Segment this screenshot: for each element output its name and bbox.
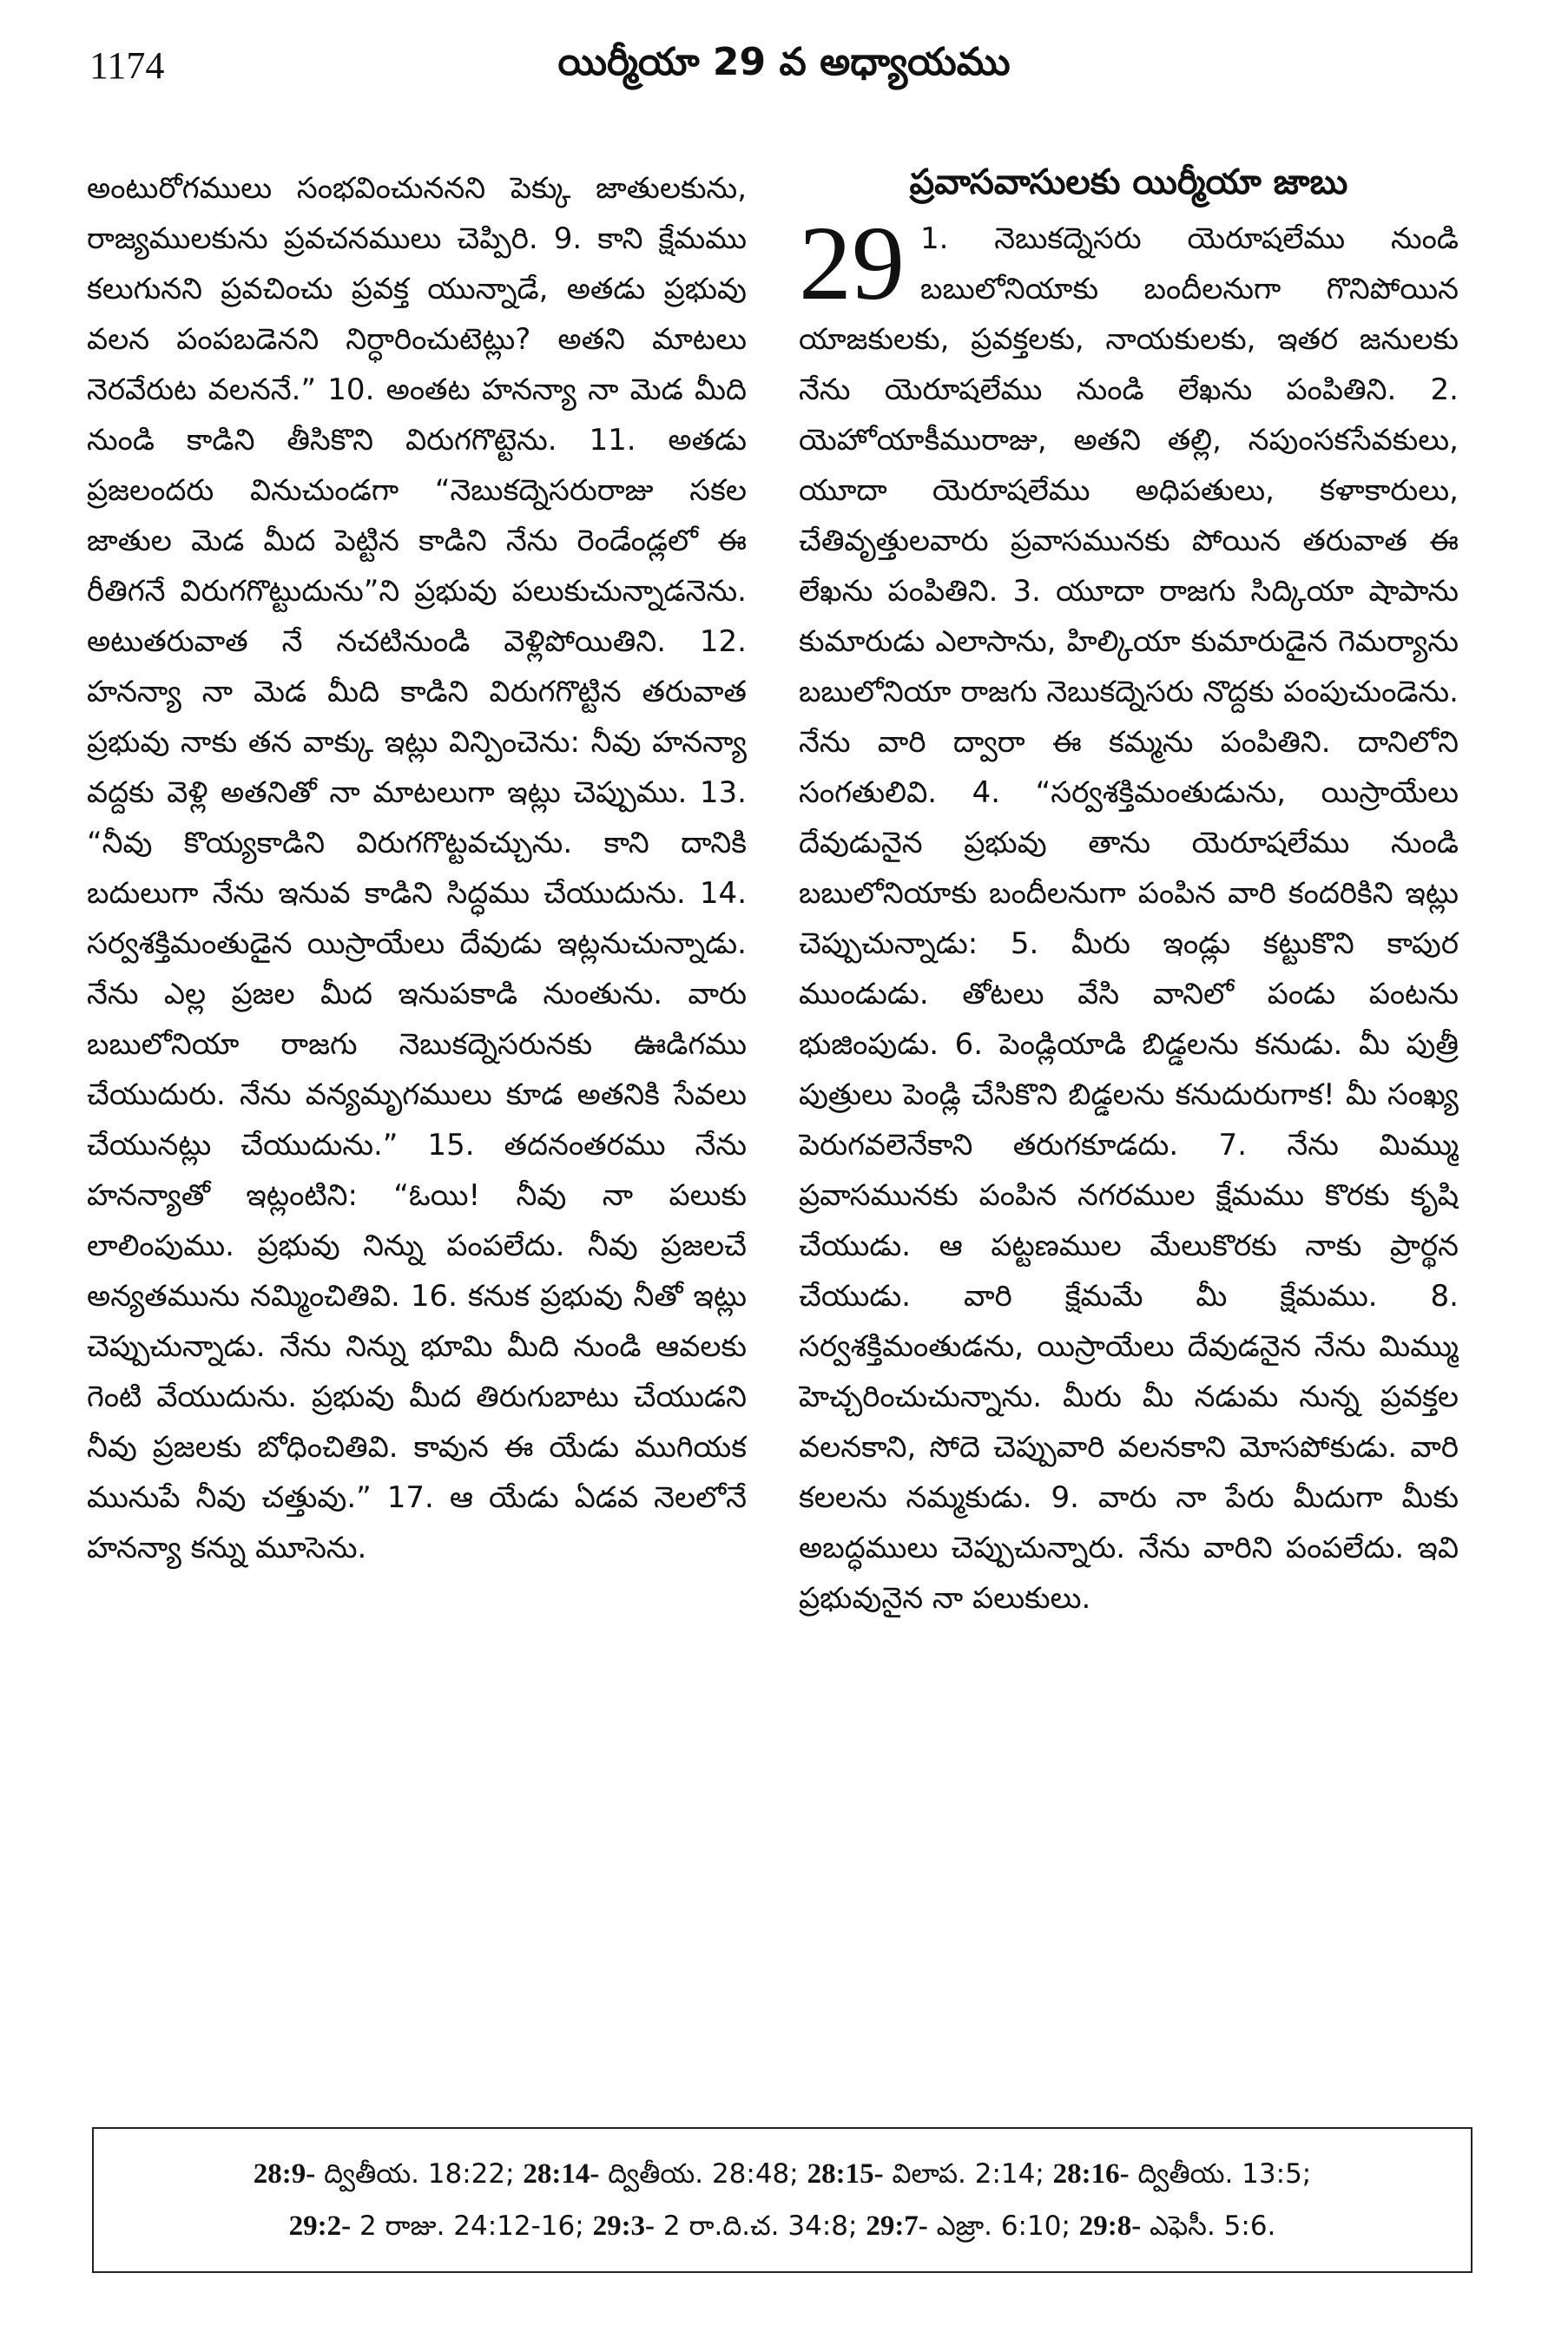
right-column-text: 1. నెబుకద్నెసరు యెరూషలేము నుండి బబులోనియాకు బందీలనుగా గొనిపోయిన యాజకులకు, ప్రవక్తలకు, నాయకులకు, ఇతర జనులకు నేను యెరూషలేము నుండి లేఖను పంపితిని. 2. యెహోయాకీమురాజు, అతని తల్లి, నపుంసకసేవకులు, యూదా యెరూషలేము అధిపతులు, కళాకారులు, చేతివృత్తులవారు ప్రవాసమునకు పోయిన తరువాత ఈ లేఖను పంపితిని. 3. యూదా రాజగు సిద్కియా షాపాను కుమారుడు ఎలాసాను, హిల్కియా కుమారుడైన గెమర్యాను బబులోనియా రాజగు నెబుకద్నెసరు నొద్దకు పంపుచుండెను. నేను వారి ద్వారా ఈ కమ్మను పంపితిని. దానిలోని సంగతులివి. 4. “సర్వశక్తిమంతుడును, యిస్రాయేలు దేవుడునైన ప్రభువు తాను యెరూషలేము నుండి బబులోనియాకు బందీలనుగా పంపిన వారి కందరికిని ఇట్లు చెప్పుచున్నాడు: 5. మీరు ఇండ్లు కట్టుకొని కాపుర ముండుడు. తోటలు వేసి వానిలో పండు పంటను భుజింపుడు. 6. పెండ్లియాడి బిడ్డలను కనుడు. మీ పుత్రీ పుత్రులు పెండ్లి చేసికొని బిడ్డలను కనుదురుగాక! మీ సంఖ్య పెరుగవలెనేకాని తరుగకూడదు. 7. నేను మిమ్ము ప్రవాసమునకు పంపిన నగరముల క్షేమము కొరకు కృషి చేయుడు. ఆ పట్టణముల మేలుకొరకు నాకు ప్రార్థన చేయుడు. వారి క్షేమమే మీ క్షేమము. 8. సర్వశక్తిమంతుడను, యిస్రాయేలు దేవుడనైన నేను మిమ్ము హెచ్చరించుచున్నాను. మీరు మీ నడుమ నున్న ప్రవక్తల వలనకాని, సోదె చెప్పువారి వలనకాని మోసపోకుడు. వారి కలలను నమ్మకుడు. 9. వారు నా పేరు మీదుగా మీకు అబద్ధములు చెప్పుచున్నారు. నేను వారిని పంపలేదు. ఇవి ప్రభువునైన నా పలుకులు. — [799, 221, 1459, 1616]
reference-citation: 2 రా.ది.చ. 34:8; — [662, 2210, 858, 2242]
reference-citation: ద్వితీయ. 28:48; — [608, 2158, 799, 2190]
reference-citation: ఎఫెసీ. 5:6. — [1150, 2210, 1276, 2242]
chapter-number: 29 — [799, 205, 905, 322]
cross-reference-box — [92, 2127, 1472, 2273]
reference-verse: 29:8- — [1078, 2210, 1142, 2242]
reference-citation: ఎజ్రా. 6:10; — [936, 2210, 1071, 2242]
left-column — [87, 163, 747, 2134]
reference-citation: విలాప. 2:14; — [892, 2158, 1044, 2190]
reference-verse: 28:16- — [1052, 2158, 1130, 2190]
left-column-text: అంటురోగములు సంభవించుననని పెక్కు జాతులకును, రాజ్యములకును ప్రవచనములు చెప్పిరి. 9. కాని క్షేమము కలుగునని ప్రవచించు ప్రవక్త యున్నాడే, అతడు ప్రభువు వలన పంపబడెనని నిర్ధారించుటెట్లు? అతని మాటలు నెరవేరుట వలననే.” 10. అంతట హనన్యా నా మెడ మీది నుండి కాడిని తీసికొని విరుగగొట్టెను. 11. అతడు ప్రజలందరు వినుచుండగా “నెబుకద్నెసరురాజు సకల జాతుల మెడ మీద పెట్టిన కాడిని నేను రెండేండ్లలో ఈ రీతిగనే విరుగగొట్టుదును”ని ప్రభువు పలుకుచున్నాడనెను. అటుతరువాత నే నచటినుండి వెళ్లిపోయితిని. 12. హనన్యా నా మెడ మీది కాడిని విరుగగొట్టిన తరువాత ప్రభువు నాకు తన వాక్కు ఇట్లు విన్పించెను: నీవు హనన్యా వద్దకు వెళ్లి అతనితో నా మాటలుగా ఇట్లు చెప్పుము. 13. “నీవు కొయ్యకాడిని విరుగగొట్టవచ్చును. కాని దానికి బదులుగా నేను ఇనువ కాడిని సిద్ధము చేయుదును. 14. సర్వశక్తిమంతుడైన యిస్రాయేలు దేవుడు ఇట్లనుచున్నాడు. నేను ఎల్ల ప్రజల మీద ఇనుపకాడి నుంతును. వారు బబులోనియా రాజగు నెబుకద్నెసరునకు ఊడిగము చేయుదురు. నేను వన్యమృగములు కూడ అతనికి సేవలు చేయునట్లు చేయుదును.” 15. తదనంతరము నేను హనన్యాతో ఇట్లంటిని: “ఓయి! నీవు నా పలుకు లాలింపుము. ప్రభువు నిన్ను పంపలేదు. నీవు ప్రజలచే అన్యతమును నమ్మించితివి. 16. కనుక ప్రభువు నీతో ఇట్లు చెప్పుచున్నాడు. నేను నిన్ను భూమి మీది నుండి ఆవలకు గెంటి వేయుదును. ప్రభువు మీద తిరుగుబాటు చేయుడని నీవు ప్రజలకు బోధించితివి. కావున ఈ యేడు ముగియక మునుపే నీవు చత్తువు.” 17. ఆ యేడు ఏడవ నెలలోనే హనన్యా కన్ను మూసెను. — [87, 171, 747, 1565]
cross-reference-line-1 — [111, 2148, 1453, 2200]
cross-reference — [289, 2210, 584, 2242]
text-columns — [87, 163, 1459, 2134]
reference-citation: ద్వితీయ. 18:22; — [324, 2158, 515, 2190]
cross-reference — [593, 2210, 858, 2242]
cross-reference — [1053, 2158, 1312, 2190]
page-number: 1174 — [89, 44, 165, 87]
reference-verse: 28:15- — [807, 2158, 884, 2190]
reference-verse: 29:2- — [288, 2210, 352, 2242]
reference-verse: 28:14- — [523, 2158, 600, 2190]
cross-reference — [523, 2158, 798, 2190]
reference-verse: 29:7- — [866, 2210, 928, 2242]
right-column — [799, 163, 1459, 2134]
section-heading: ప్రవాసవాసులకు యిర్మీయా జాబు — [909, 163, 1348, 202]
reference-citation: ద్వితీయ. 13:5; — [1137, 2158, 1312, 2190]
cross-reference — [866, 2210, 1071, 2242]
cross-reference — [807, 2158, 1044, 2190]
cross-reference — [1079, 2210, 1276, 2242]
running-head: యిర్మీయా 29 వ అధ్యాయము — [557, 40, 1011, 84]
reference-verse: 28:9- — [253, 2158, 316, 2190]
reference-verse: 29:3- — [592, 2210, 656, 2242]
cross-reference-line-2 — [111, 2200, 1453, 2252]
cross-reference — [254, 2158, 515, 2190]
reference-citation: 2 రాజు. 24:12-16; — [359, 2210, 584, 2242]
